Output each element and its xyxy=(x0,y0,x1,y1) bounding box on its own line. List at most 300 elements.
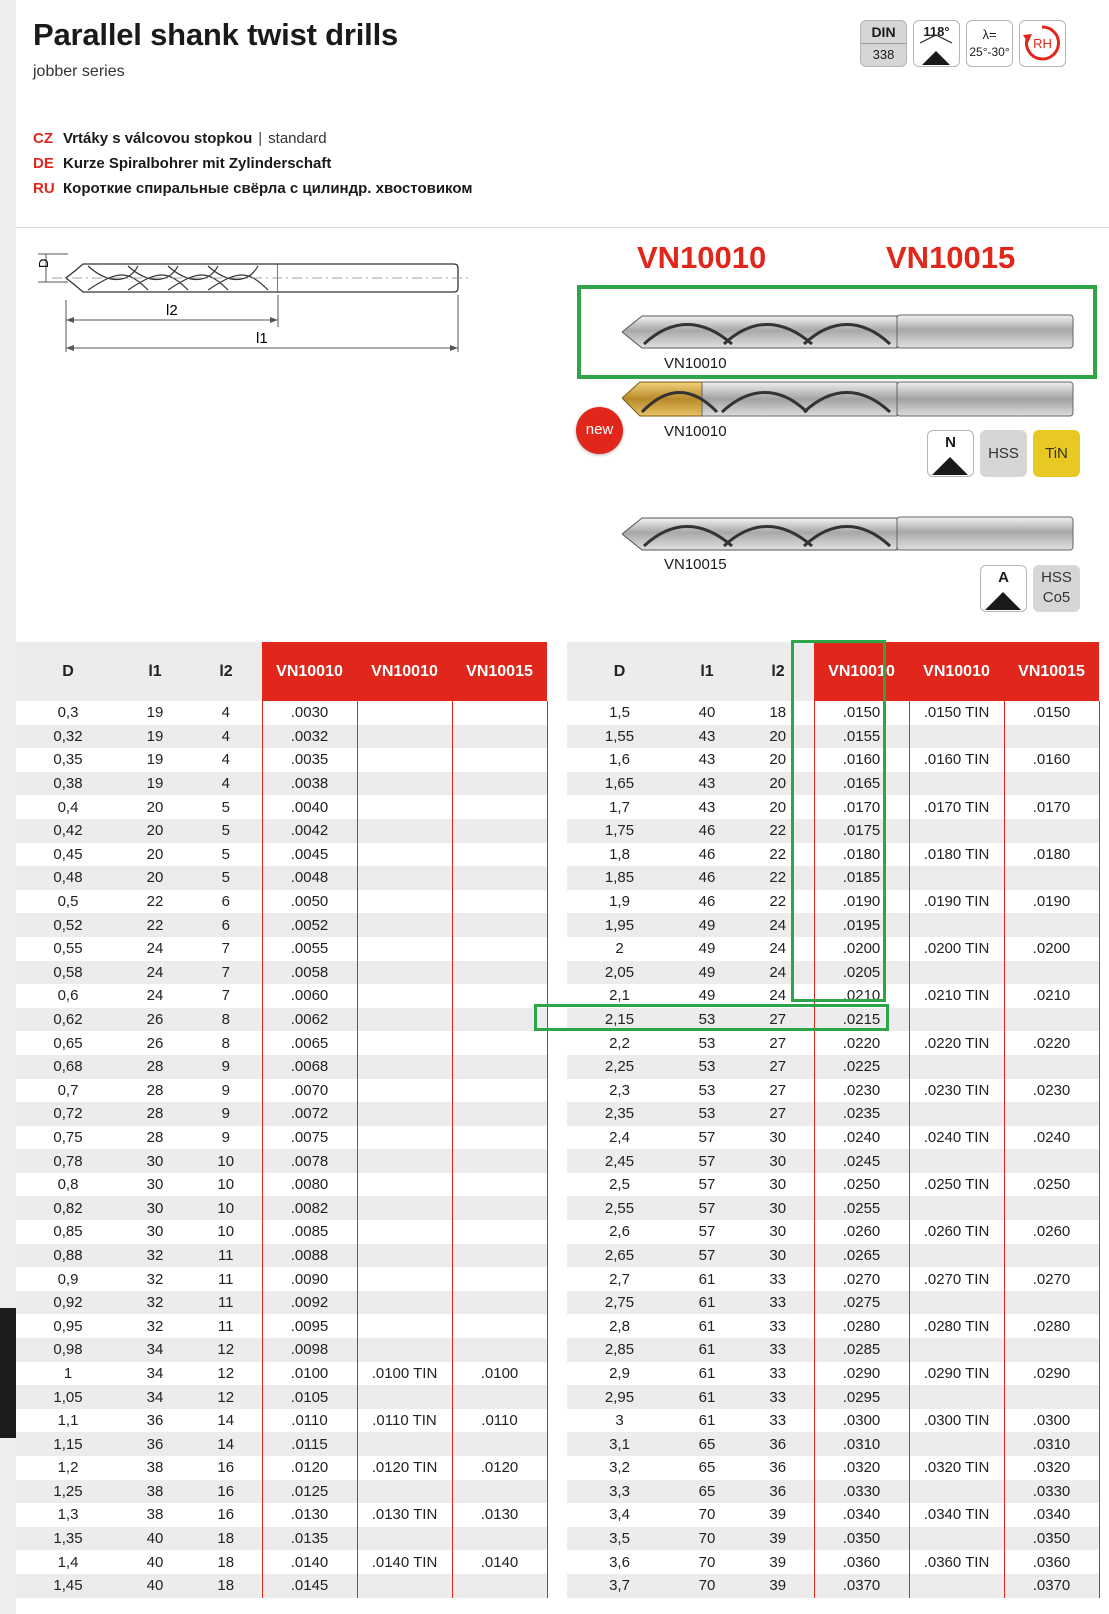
cell-vn10010: .0140 xyxy=(262,1550,357,1574)
cell-vn10015 xyxy=(452,1385,547,1409)
cell-d: 0,48 xyxy=(16,866,120,890)
cell-d: 2,85 xyxy=(567,1338,672,1362)
table-row xyxy=(16,984,547,1008)
drill-image-hssco[interactable] xyxy=(622,512,1077,556)
cell-d: 0,7 xyxy=(16,1079,120,1103)
cell-vn10010-tin xyxy=(909,1338,1004,1362)
cell-vn10015: .0170 xyxy=(1004,795,1099,819)
cell-l2: 4 xyxy=(190,772,262,796)
cell-vn10010: .0120 xyxy=(262,1456,357,1480)
cell-vn10010: .0240 xyxy=(814,1126,909,1150)
cell-vn10010: .0180 xyxy=(814,843,909,867)
cell-l1: 61 xyxy=(672,1385,742,1409)
col-header-vn10015: VN10015 xyxy=(1004,642,1099,701)
cell-vn10015 xyxy=(1004,1385,1099,1409)
table-row xyxy=(567,1574,1099,1598)
cell-d: 2,95 xyxy=(567,1385,672,1409)
table-row xyxy=(567,1456,1099,1480)
cell-vn10010-tin xyxy=(357,819,452,843)
cell-l1: 61 xyxy=(672,1409,742,1433)
cell-l2: 7 xyxy=(190,937,262,961)
co5-label: Co5 xyxy=(1042,589,1071,606)
cell-l2: 36 xyxy=(742,1480,814,1504)
cell-vn10010: .0030 xyxy=(262,701,357,725)
cell-l2: 4 xyxy=(190,748,262,772)
cell-l1: 26 xyxy=(120,1031,190,1055)
cell-vn10010-tin xyxy=(357,1527,452,1551)
table-header-row xyxy=(16,642,547,701)
table-row xyxy=(567,795,1099,819)
cell-vn10015 xyxy=(1004,1008,1099,1032)
cell-l2: 14 xyxy=(190,1432,262,1456)
cell-vn10010-tin xyxy=(357,1102,452,1126)
table-row xyxy=(567,1244,1099,1268)
cell-l1: 30 xyxy=(120,1173,190,1197)
table-row xyxy=(567,1550,1099,1574)
lang-text: Короткие спиральные свёрла с цилиндр. хвостовиком xyxy=(63,180,473,197)
cell-vn10010-tin: .0160 TIN xyxy=(909,748,1004,772)
col-header-vn10010-tin: VN10010 xyxy=(357,642,452,701)
cell-vn10010-tin xyxy=(357,1244,452,1268)
cell-vn10010-tin xyxy=(909,1291,1004,1315)
table-row xyxy=(567,1385,1099,1409)
cell-l1: 70 xyxy=(672,1550,742,1574)
cell-l1: 43 xyxy=(672,772,742,796)
cell-vn10010: .0045 xyxy=(262,843,357,867)
cell-l1: 57 xyxy=(672,1196,742,1220)
cell-l1: 61 xyxy=(672,1267,742,1291)
cell-d: 2,1 xyxy=(567,984,672,1008)
cell-d: 2,3 xyxy=(567,1079,672,1103)
cell-d: 0,62 xyxy=(16,1008,120,1032)
point-angle-icon xyxy=(914,21,959,66)
cell-vn10010-tin: .0210 TIN xyxy=(909,984,1004,1008)
cell-d: 0,9 xyxy=(16,1267,120,1291)
cell-l2: 24 xyxy=(742,961,814,985)
cell-vn10010-tin xyxy=(357,1220,452,1244)
cell-l1: 24 xyxy=(120,937,190,961)
cell-vn10015 xyxy=(452,795,547,819)
table-row xyxy=(16,1456,547,1480)
cell-vn10010: .0165 xyxy=(814,772,909,796)
col-header-vn10010: VN10010 xyxy=(262,642,357,701)
cell-l2: 11 xyxy=(190,1244,262,1268)
cell-l2: 5 xyxy=(190,795,262,819)
cell-vn10010-tin xyxy=(357,866,452,890)
table-row xyxy=(16,1503,547,1527)
cell-vn10010-tin xyxy=(909,725,1004,749)
cell-d: 3,5 xyxy=(567,1527,672,1551)
cell-vn10010-tin xyxy=(909,1055,1004,1079)
cell-d: 3 xyxy=(567,1409,672,1433)
table-row xyxy=(567,1527,1099,1551)
cell-d: 0,4 xyxy=(16,795,120,819)
cell-vn10010: .0195 xyxy=(814,913,909,937)
cell-vn10010-tin xyxy=(357,1031,452,1055)
cell-l1: 19 xyxy=(120,748,190,772)
cell-vn10010-tin: .0180 TIN xyxy=(909,843,1004,867)
table-row xyxy=(567,961,1099,985)
cell-l1: 38 xyxy=(120,1456,190,1480)
cell-d: 2,5 xyxy=(567,1173,672,1197)
cell-vn10015 xyxy=(1004,819,1099,843)
cell-d: 1,3 xyxy=(16,1503,120,1527)
cell-vn10015 xyxy=(452,866,547,890)
cell-l2: 5 xyxy=(190,843,262,867)
table-row xyxy=(16,1220,547,1244)
cell-vn10010: .0135 xyxy=(262,1527,357,1551)
translation-ru xyxy=(33,176,472,201)
cell-l1: 40 xyxy=(120,1550,190,1574)
cell-vn10010-tin xyxy=(357,1055,452,1079)
cell-vn10015 xyxy=(1004,1149,1099,1173)
cell-l1: 61 xyxy=(672,1338,742,1362)
cell-vn10010-tin xyxy=(909,1432,1004,1456)
cell-vn10015 xyxy=(452,1291,547,1315)
cell-vn10010: .0052 xyxy=(262,913,357,937)
cell-l1: 57 xyxy=(672,1173,742,1197)
cell-vn10010-tin xyxy=(909,1480,1004,1504)
cell-l2: 33 xyxy=(742,1267,814,1291)
cell-vn10010-tin: .0200 TIN xyxy=(909,937,1004,961)
cell-l2: 11 xyxy=(190,1291,262,1315)
cell-d: 2,6 xyxy=(567,1220,672,1244)
drill-image-hss[interactable] xyxy=(622,310,1077,354)
cell-d: 1,4 xyxy=(16,1550,120,1574)
cell-vn10010: .0320 xyxy=(814,1456,909,1480)
cell-vn10010-tin: .0120 TIN xyxy=(357,1456,452,1480)
table-row xyxy=(16,725,547,749)
table-row xyxy=(567,701,1099,725)
cell-vn10015: .0140 xyxy=(452,1550,547,1574)
table-row xyxy=(16,1409,547,1433)
cell-d: 0,42 xyxy=(16,819,120,843)
cell-vn10015 xyxy=(452,913,547,937)
col-header-vn10015: VN10015 xyxy=(452,642,547,701)
table-row xyxy=(567,1079,1099,1103)
cell-l1: 57 xyxy=(672,1220,742,1244)
cell-l1: 20 xyxy=(120,843,190,867)
cell-l1: 65 xyxy=(672,1456,742,1480)
cell-vn10010: .0032 xyxy=(262,725,357,749)
cell-vn10010-tin xyxy=(357,984,452,1008)
cell-l1: 43 xyxy=(672,748,742,772)
helix-angle-symbol: λ= xyxy=(982,27,997,42)
cell-vn10015: .0370 xyxy=(1004,1574,1099,1598)
table-row xyxy=(16,1149,547,1173)
tin-coating-badge: TiN xyxy=(1033,430,1080,477)
cell-d: 1,65 xyxy=(567,772,672,796)
cell-d: 1,9 xyxy=(567,890,672,914)
cell-vn10010: .0275 xyxy=(814,1291,909,1315)
translation-cz xyxy=(33,126,472,151)
lang-text: Vrtáky s válcovou stopkou xyxy=(63,130,253,147)
cell-l2: 20 xyxy=(742,795,814,819)
cell-l2: 6 xyxy=(190,913,262,937)
cell-l2: 5 xyxy=(190,866,262,890)
cell-vn10010-tin xyxy=(357,701,452,725)
cell-l2: 12 xyxy=(190,1385,262,1409)
cell-l1: 65 xyxy=(672,1480,742,1504)
cell-l2: 7 xyxy=(190,961,262,985)
cell-l2: 30 xyxy=(742,1220,814,1244)
cell-vn10010: .0245 xyxy=(814,1149,909,1173)
table-row xyxy=(16,748,547,772)
cell-vn10010: .0270 xyxy=(814,1267,909,1291)
cell-l1: 28 xyxy=(120,1055,190,1079)
table-row xyxy=(567,725,1099,749)
cell-l2: 22 xyxy=(742,890,814,914)
table-row xyxy=(16,1527,547,1551)
cell-l2: 5 xyxy=(190,819,262,843)
cell-vn10010: .0058 xyxy=(262,961,357,985)
cell-l2: 18 xyxy=(190,1527,262,1551)
cell-l1: 43 xyxy=(672,725,742,749)
cell-vn10010-tin: .0190 TIN xyxy=(909,890,1004,914)
cell-l1: 34 xyxy=(120,1385,190,1409)
cell-l2: 27 xyxy=(742,1079,814,1103)
table-row xyxy=(567,866,1099,890)
cell-vn10010: .0360 xyxy=(814,1550,909,1574)
drill-image-tin[interactable] xyxy=(622,378,1077,422)
cell-l2: 24 xyxy=(742,913,814,937)
cell-vn10010-tin xyxy=(909,772,1004,796)
cell-l2: 22 xyxy=(742,866,814,890)
rh-label: RH xyxy=(1033,36,1052,51)
cell-l2: 9 xyxy=(190,1055,262,1079)
table-row xyxy=(16,1291,547,1315)
cell-vn10010: .0220 xyxy=(814,1031,909,1055)
cell-l2: 4 xyxy=(190,701,262,725)
cell-vn10010-tin xyxy=(357,913,452,937)
table-row xyxy=(567,1291,1099,1315)
cell-l2: 12 xyxy=(190,1338,262,1362)
table-row xyxy=(567,1314,1099,1338)
cell-vn10010-tin xyxy=(357,843,452,867)
table-row xyxy=(16,937,547,961)
cell-vn10010: .0068 xyxy=(262,1055,357,1079)
cell-l1: 70 xyxy=(672,1503,742,1527)
cell-l1: 43 xyxy=(672,795,742,819)
cell-vn10010: .0035 xyxy=(262,748,357,772)
table-row xyxy=(16,1055,547,1079)
cell-l1: 19 xyxy=(120,725,190,749)
cell-vn10010: .0082 xyxy=(262,1196,357,1220)
table-row xyxy=(567,1031,1099,1055)
cell-vn10010: .0110 xyxy=(262,1409,357,1433)
cell-vn10010-tin: .0360 TIN xyxy=(909,1550,1004,1574)
cell-l2: 10 xyxy=(190,1196,262,1220)
cell-d: 1,6 xyxy=(567,748,672,772)
cell-vn10010-tin xyxy=(909,1102,1004,1126)
cell-d: 1,05 xyxy=(16,1385,120,1409)
cell-d: 0,85 xyxy=(16,1220,120,1244)
cell-vn10010-tin xyxy=(357,1149,452,1173)
drill-dimension-diagram xyxy=(28,240,478,370)
cell-d: 0,35 xyxy=(16,748,120,772)
cell-l1: 30 xyxy=(120,1220,190,1244)
section-tab-marker xyxy=(0,1308,16,1438)
cell-d: 2,9 xyxy=(567,1362,672,1386)
cell-d: 2,05 xyxy=(567,961,672,985)
cell-l1: 46 xyxy=(672,866,742,890)
cell-vn10015 xyxy=(452,984,547,1008)
cell-l2: 8 xyxy=(190,1031,262,1055)
cell-vn10015 xyxy=(452,843,547,867)
cell-l2: 20 xyxy=(742,748,814,772)
cell-d: 3,1 xyxy=(567,1432,672,1456)
cell-l2: 33 xyxy=(742,1409,814,1433)
cell-vn10015 xyxy=(452,1267,547,1291)
table-row xyxy=(16,1574,547,1598)
table-row xyxy=(567,890,1099,914)
cell-d: 0,32 xyxy=(16,725,120,749)
cell-vn10015 xyxy=(452,725,547,749)
din-label: DIN xyxy=(871,24,896,40)
cell-l2: 33 xyxy=(742,1291,814,1315)
cell-vn10010: .0065 xyxy=(262,1031,357,1055)
cell-vn10015: .0330 xyxy=(1004,1480,1099,1504)
cell-l1: 28 xyxy=(120,1126,190,1150)
cell-vn10015 xyxy=(452,890,547,914)
cell-l1: 70 xyxy=(672,1527,742,1551)
cell-vn10015: .0360 xyxy=(1004,1550,1099,1574)
cell-l1: 46 xyxy=(672,819,742,843)
cell-l2: 10 xyxy=(190,1149,262,1173)
cell-vn10015 xyxy=(1004,1055,1099,1079)
table-row xyxy=(567,1362,1099,1386)
table-row xyxy=(567,1126,1099,1150)
cell-vn10010: .0038 xyxy=(262,772,357,796)
cell-d: 0,68 xyxy=(16,1055,120,1079)
cell-vn10010: .0225 xyxy=(814,1055,909,1079)
cell-d: 2,45 xyxy=(567,1149,672,1173)
cell-vn10010-tin: .0130 TIN xyxy=(357,1503,452,1527)
cell-vn10010-tin: .0340 TIN xyxy=(909,1503,1004,1527)
cell-vn10010-tin: .0170 TIN xyxy=(909,795,1004,819)
cell-vn10010-tin xyxy=(357,748,452,772)
cell-l1: 40 xyxy=(120,1527,190,1551)
cell-vn10010-tin xyxy=(909,1574,1004,1598)
table-row xyxy=(16,1196,547,1220)
cell-d: 0,95 xyxy=(16,1314,120,1338)
cell-vn10010: .0255 xyxy=(814,1196,909,1220)
cell-d: 2,65 xyxy=(567,1244,672,1268)
cell-vn10010: .0310 xyxy=(814,1432,909,1456)
col-header-d: D xyxy=(16,642,120,701)
table-row xyxy=(16,819,547,843)
cell-l2: 33 xyxy=(742,1385,814,1409)
cell-d: 2,55 xyxy=(567,1196,672,1220)
cell-l2: 16 xyxy=(190,1503,262,1527)
table-row xyxy=(567,984,1099,1008)
cell-l1: 61 xyxy=(672,1362,742,1386)
drill-caption: VN10015 xyxy=(664,556,727,573)
cell-l2: 30 xyxy=(742,1173,814,1197)
material-group-n-icon xyxy=(927,430,974,477)
cell-d: 2,4 xyxy=(567,1126,672,1150)
cell-l2: 18 xyxy=(190,1574,262,1598)
cell-vn10015: .0100 xyxy=(452,1362,547,1386)
cell-vn10010: .0040 xyxy=(262,795,357,819)
cell-l2: 27 xyxy=(742,1031,814,1055)
cell-l1: 61 xyxy=(672,1291,742,1315)
table-body-right xyxy=(567,701,1099,1598)
cell-d: 3,2 xyxy=(567,1456,672,1480)
cell-l2: 20 xyxy=(742,725,814,749)
cell-d: 2,8 xyxy=(567,1314,672,1338)
cell-l1: 20 xyxy=(120,866,190,890)
cell-d: 1,55 xyxy=(567,725,672,749)
cell-l2: 18 xyxy=(190,1550,262,1574)
cell-vn10015: .0300 xyxy=(1004,1409,1099,1433)
cell-d: 0,55 xyxy=(16,937,120,961)
cell-l1: 38 xyxy=(120,1480,190,1504)
cell-vn10015 xyxy=(452,1149,547,1173)
table-header-row xyxy=(567,642,1099,701)
cell-vn10010: .0250 xyxy=(814,1173,909,1197)
table-row xyxy=(16,1173,547,1197)
col-header-vn10010: VN10010 xyxy=(814,642,909,701)
cell-vn10010-tin xyxy=(357,937,452,961)
cell-d: 0,8 xyxy=(16,1173,120,1197)
cell-vn10010-tin xyxy=(357,890,452,914)
cell-vn10015 xyxy=(1004,961,1099,985)
cell-d: 0,38 xyxy=(16,772,120,796)
cell-vn10010: .0185 xyxy=(814,866,909,890)
cell-l2: 30 xyxy=(742,1126,814,1150)
cell-d: 3,6 xyxy=(567,1550,672,1574)
cell-vn10010-tin xyxy=(909,1244,1004,1268)
hss-material-badge: HSS xyxy=(980,430,1027,477)
cell-l1: 65 xyxy=(672,1432,742,1456)
cell-l1: 32 xyxy=(120,1267,190,1291)
cell-vn10010-tin: .0100 TIN xyxy=(357,1362,452,1386)
cell-vn10015: .0160 xyxy=(1004,748,1099,772)
cell-l1: 53 xyxy=(672,1102,742,1126)
cell-vn10015 xyxy=(1004,1244,1099,1268)
cell-vn10015 xyxy=(452,701,547,725)
cell-vn10010-tin xyxy=(357,1385,452,1409)
cell-d: 1,15 xyxy=(16,1432,120,1456)
table-row xyxy=(567,1055,1099,1079)
cell-vn10010-tin xyxy=(357,725,452,749)
cell-vn10015 xyxy=(1004,1196,1099,1220)
cell-vn10010: .0205 xyxy=(814,961,909,985)
product-heading-vn10015: VN10015 xyxy=(886,240,1016,275)
cell-vn10010: .0060 xyxy=(262,984,357,1008)
cell-vn10010: .0370 xyxy=(814,1574,909,1598)
cell-l1: 20 xyxy=(120,819,190,843)
cell-vn10010-tin xyxy=(909,1527,1004,1551)
cell-vn10015: .0110 xyxy=(452,1409,547,1433)
cell-vn10015 xyxy=(452,1008,547,1032)
cell-l1: 38 xyxy=(120,1503,190,1527)
din-standard-badge xyxy=(860,20,907,67)
page-subtitle: jobber series xyxy=(33,63,125,80)
cell-vn10010: .0230 xyxy=(814,1079,909,1103)
cell-vn10010: .0330 xyxy=(814,1480,909,1504)
table-row xyxy=(16,1338,547,1362)
cell-vn10010-tin: .0110 TIN xyxy=(357,1409,452,1433)
cell-vn10010: .0085 xyxy=(262,1220,357,1244)
cell-vn10015: .0290 xyxy=(1004,1362,1099,1386)
cell-l1: 36 xyxy=(120,1432,190,1456)
table-row xyxy=(567,1503,1099,1527)
table-row xyxy=(16,1244,547,1268)
cell-vn10010: .0215 xyxy=(814,1008,909,1032)
cell-vn10015 xyxy=(1004,772,1099,796)
